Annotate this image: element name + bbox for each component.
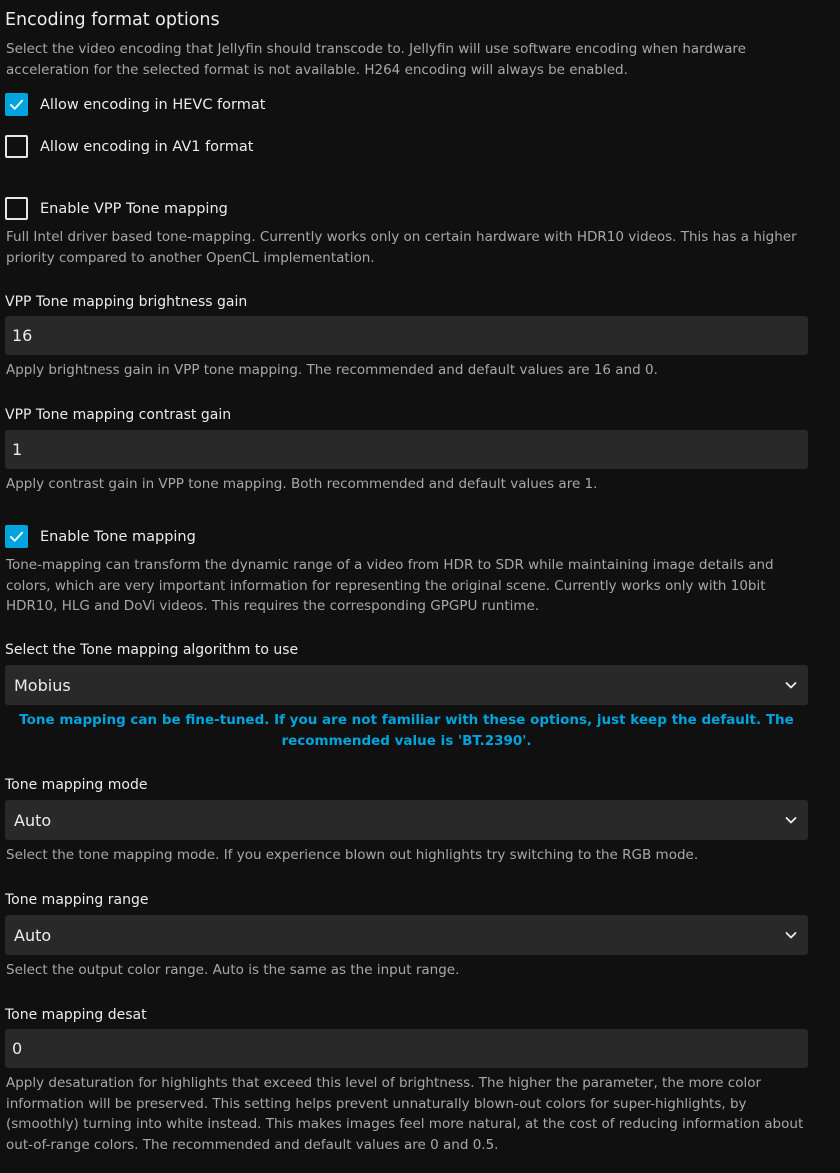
hevc-checkbox-label[interactable]: Allow encoding in HEVC format (40, 96, 266, 113)
hevc-checkbox-row[interactable] (5, 91, 265, 118)
vpp-brightness-description: Apply brightness gain in VPP tone mapping. The recommended and default values are 16 and 0. (6, 362, 658, 378)
hevc-checkbox[interactable] (5, 93, 28, 116)
chevron-down-icon (784, 813, 798, 827)
vpp-contrast-label: VPP Tone mapping contrast gain (5, 407, 232, 423)
tone-mapping-label[interactable]: Enable Tone mapping (40, 528, 196, 545)
tone-mapping-checkbox[interactable] (5, 525, 28, 548)
tone-mapping-checkbox-row[interactable] (5, 523, 196, 550)
vpp-brightness-value: 16 (12, 326, 33, 345)
vpp-tone-mapping-label[interactable]: Enable VPP Tone mapping (40, 200, 228, 217)
range-selected-value: Auto (14, 925, 52, 945)
av1-checkbox-row[interactable] (5, 133, 253, 160)
av1-checkbox-label[interactable]: Allow encoding in AV1 format (40, 138, 254, 155)
vpp-contrast-value: 1 (12, 440, 23, 459)
chevron-down-icon (784, 928, 798, 942)
section-title: Encoding format options (5, 10, 220, 30)
mode-label: Tone mapping mode (5, 777, 148, 793)
desat-value: 0 (12, 1039, 23, 1058)
mode-selected-value: Auto (14, 810, 52, 830)
checkmark-icon (8, 528, 25, 545)
range-description: Select the output color range. Auto is the same as the input range. (6, 962, 460, 978)
vpp-contrast-input[interactable] (5, 430, 808, 469)
av1-checkbox[interactable] (5, 135, 28, 158)
chevron-down-icon (784, 678, 798, 692)
tone-mapping-description: Tone-mapping can transform the dynamic range of a video from HDR to SDR while maintaining image details and colors, which are very important information for representing the original scene. Currently works only with 10bit HDR10, HLG and DoVi videos. This requires the corresponding GPGPU runtime. (6, 557, 774, 614)
desat-description: Apply desaturation for highlights that exceed this level of brightness. The higher the parameter, the more color information will be preserved. This setting helps prevent unnaturally blown-out colors for super-highlights, by (smoothly) turning into white instead. This makes images feel more natural, at the cost of reducing information about out-of-range colors. The recommended and default values are 0 and 0.5. (6, 1075, 804, 1153)
vpp-contrast-description: Apply contrast gain in VPP tone mapping. Both recommended and default values are 1. (6, 476, 598, 492)
algorithm-label: Select the Tone mapping algorithm to use (5, 642, 299, 658)
algorithm-note: Tone mapping can be fine-tuned. If you are not familiar with these options, just keep the default. The recommended value is 'BT.2390'. (19, 712, 794, 749)
vpp-tone-mapping-description: Full Intel driver based tone-mapping. Currently works only on certain hardware with HDR10 videos. This has a higher priority compared to another OpenCL implementation. (6, 229, 797, 266)
range-select[interactable] (5, 915, 808, 955)
section-description: Select the video encoding that Jellyfin should transcode to. Jellyfin will use software encoding when hardware acceleration for the selected format is not available. H264 encoding will always be enabled. (6, 41, 746, 78)
vpp-tone-mapping-checkbox-row[interactable] (5, 195, 228, 222)
algorithm-selected-value: Mobius (14, 675, 71, 695)
range-label: Tone mapping range (5, 892, 149, 908)
checkmark-icon (8, 96, 25, 113)
vpp-brightness-input[interactable] (5, 316, 808, 355)
desat-label: Tone mapping desat (5, 1007, 147, 1023)
mode-select[interactable] (5, 800, 808, 840)
vpp-tone-mapping-checkbox[interactable] (5, 197, 28, 220)
vpp-brightness-label: VPP Tone mapping brightness gain (5, 294, 248, 310)
algorithm-select[interactable] (5, 665, 808, 705)
desat-input[interactable] (5, 1029, 808, 1068)
mode-description: Select the tone mapping mode. If you experience blown out highlights try switching to the RGB mode. (6, 847, 699, 863)
